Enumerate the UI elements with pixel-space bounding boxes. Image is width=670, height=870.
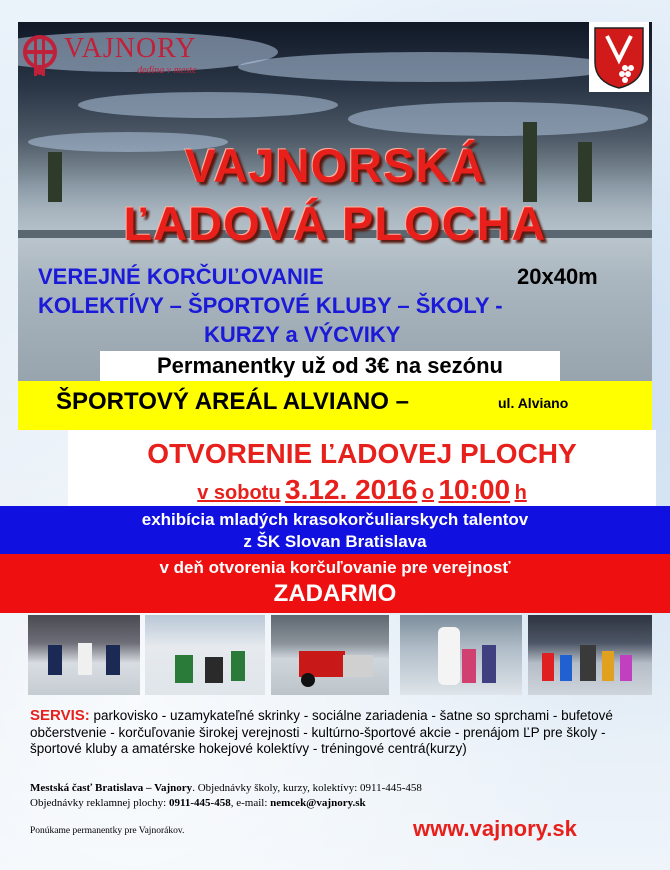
rink-size-text: 20x40m [517, 264, 598, 289]
coat-of-arms-icon [589, 22, 649, 92]
opening-time: 10:00 [438, 474, 511, 505]
main-title-line2: ĽADOVÁ PLOCHA [123, 197, 547, 250]
opening-date-line [68, 474, 656, 506]
venue-banner [18, 381, 652, 430]
vajnory-logo [20, 30, 197, 80]
exhibition-line2: z ŠK Slovan Bratislava [243, 532, 427, 551]
email-label: , e-mail: [230, 797, 271, 809]
brand-name: VAJNORY [64, 32, 197, 64]
groups-text: KOLEKTÍVY – ŠPORTOVÉ KLUBY – ŠKOLY - [38, 293, 503, 318]
photo-hockey-2 [145, 615, 265, 695]
public-skating-text: VEREJNÉ KORČUĽOVANIE [38, 264, 324, 289]
website-link[interactable]: www.vajnory.sk [413, 816, 577, 841]
organizer-name: Mestská časť Bratislava – Vajnory [30, 782, 193, 794]
services-text: parkovisko - uzamykateľné skrinky - sociálne zariadenia - šatne so sprchami - bufetové občerstvenie - korčuľovanie širokej verejnosti - kultúrno-športové akcie - prenájom ĽP pre školy - športové kluby a amatérske hokejové kolektívy - tréningové centrá(kurzy) [30, 708, 613, 756]
opening-date: 3.12. 2016 [285, 474, 418, 505]
footnote: Ponúkame permanentky pre Vajnorákov. [30, 826, 185, 836]
free-entry-line2: ZADARMO [273, 580, 397, 607]
services-label: SERVIS: [30, 707, 90, 724]
venue-street: ul. Alviano [498, 395, 569, 411]
ads-label: Objednávky reklamnej plochy: [30, 797, 169, 809]
season-pass-banner: Permanentky už od 3€ na sezónu [100, 351, 560, 381]
opening-title: OTVORENIE ĽADOVEJ PLOCHY [147, 438, 577, 469]
courses-text: KURZY a VÝCVIKY [204, 322, 401, 347]
photo-ice-resurfacer [271, 615, 389, 695]
contacts-line2 [30, 797, 366, 809]
grape-logo-icon [20, 30, 60, 80]
venue-name: ŠPORTOVÝ AREÁL ALVIANO – [56, 388, 409, 415]
brand-tagline: dedina v meste [137, 64, 197, 76]
main-title-line1: VAJNORSKÁ [184, 139, 486, 192]
orders-schools: . Objednávky školy, kurzy, kolektívy: 0911-445-458 [192, 782, 422, 794]
free-entry-line1: v deň otvorenia korčuľovanie pre verejnosť [159, 558, 511, 577]
services-paragraph [30, 708, 652, 758]
free-entry-banner [0, 554, 670, 613]
opening-at: o [421, 482, 435, 504]
photo-kids [528, 615, 652, 695]
photo-hockey-1 [28, 615, 140, 695]
exhibition-banner [0, 506, 670, 554]
exhibition-line1: exhibícia mladých krasokorčuliarskych talentov [141, 510, 529, 529]
photo-mascot [400, 615, 522, 695]
opening-hour-unit: h [514, 482, 527, 504]
opening-day: v sobotu [197, 482, 281, 504]
ads-phone: 0911-445-458 [169, 797, 231, 809]
opening-box [68, 430, 656, 506]
contacts-line1 [30, 782, 422, 794]
photo-strip [28, 615, 652, 695]
email-link[interactable]: nemcek@vajnory.sk [270, 797, 366, 809]
